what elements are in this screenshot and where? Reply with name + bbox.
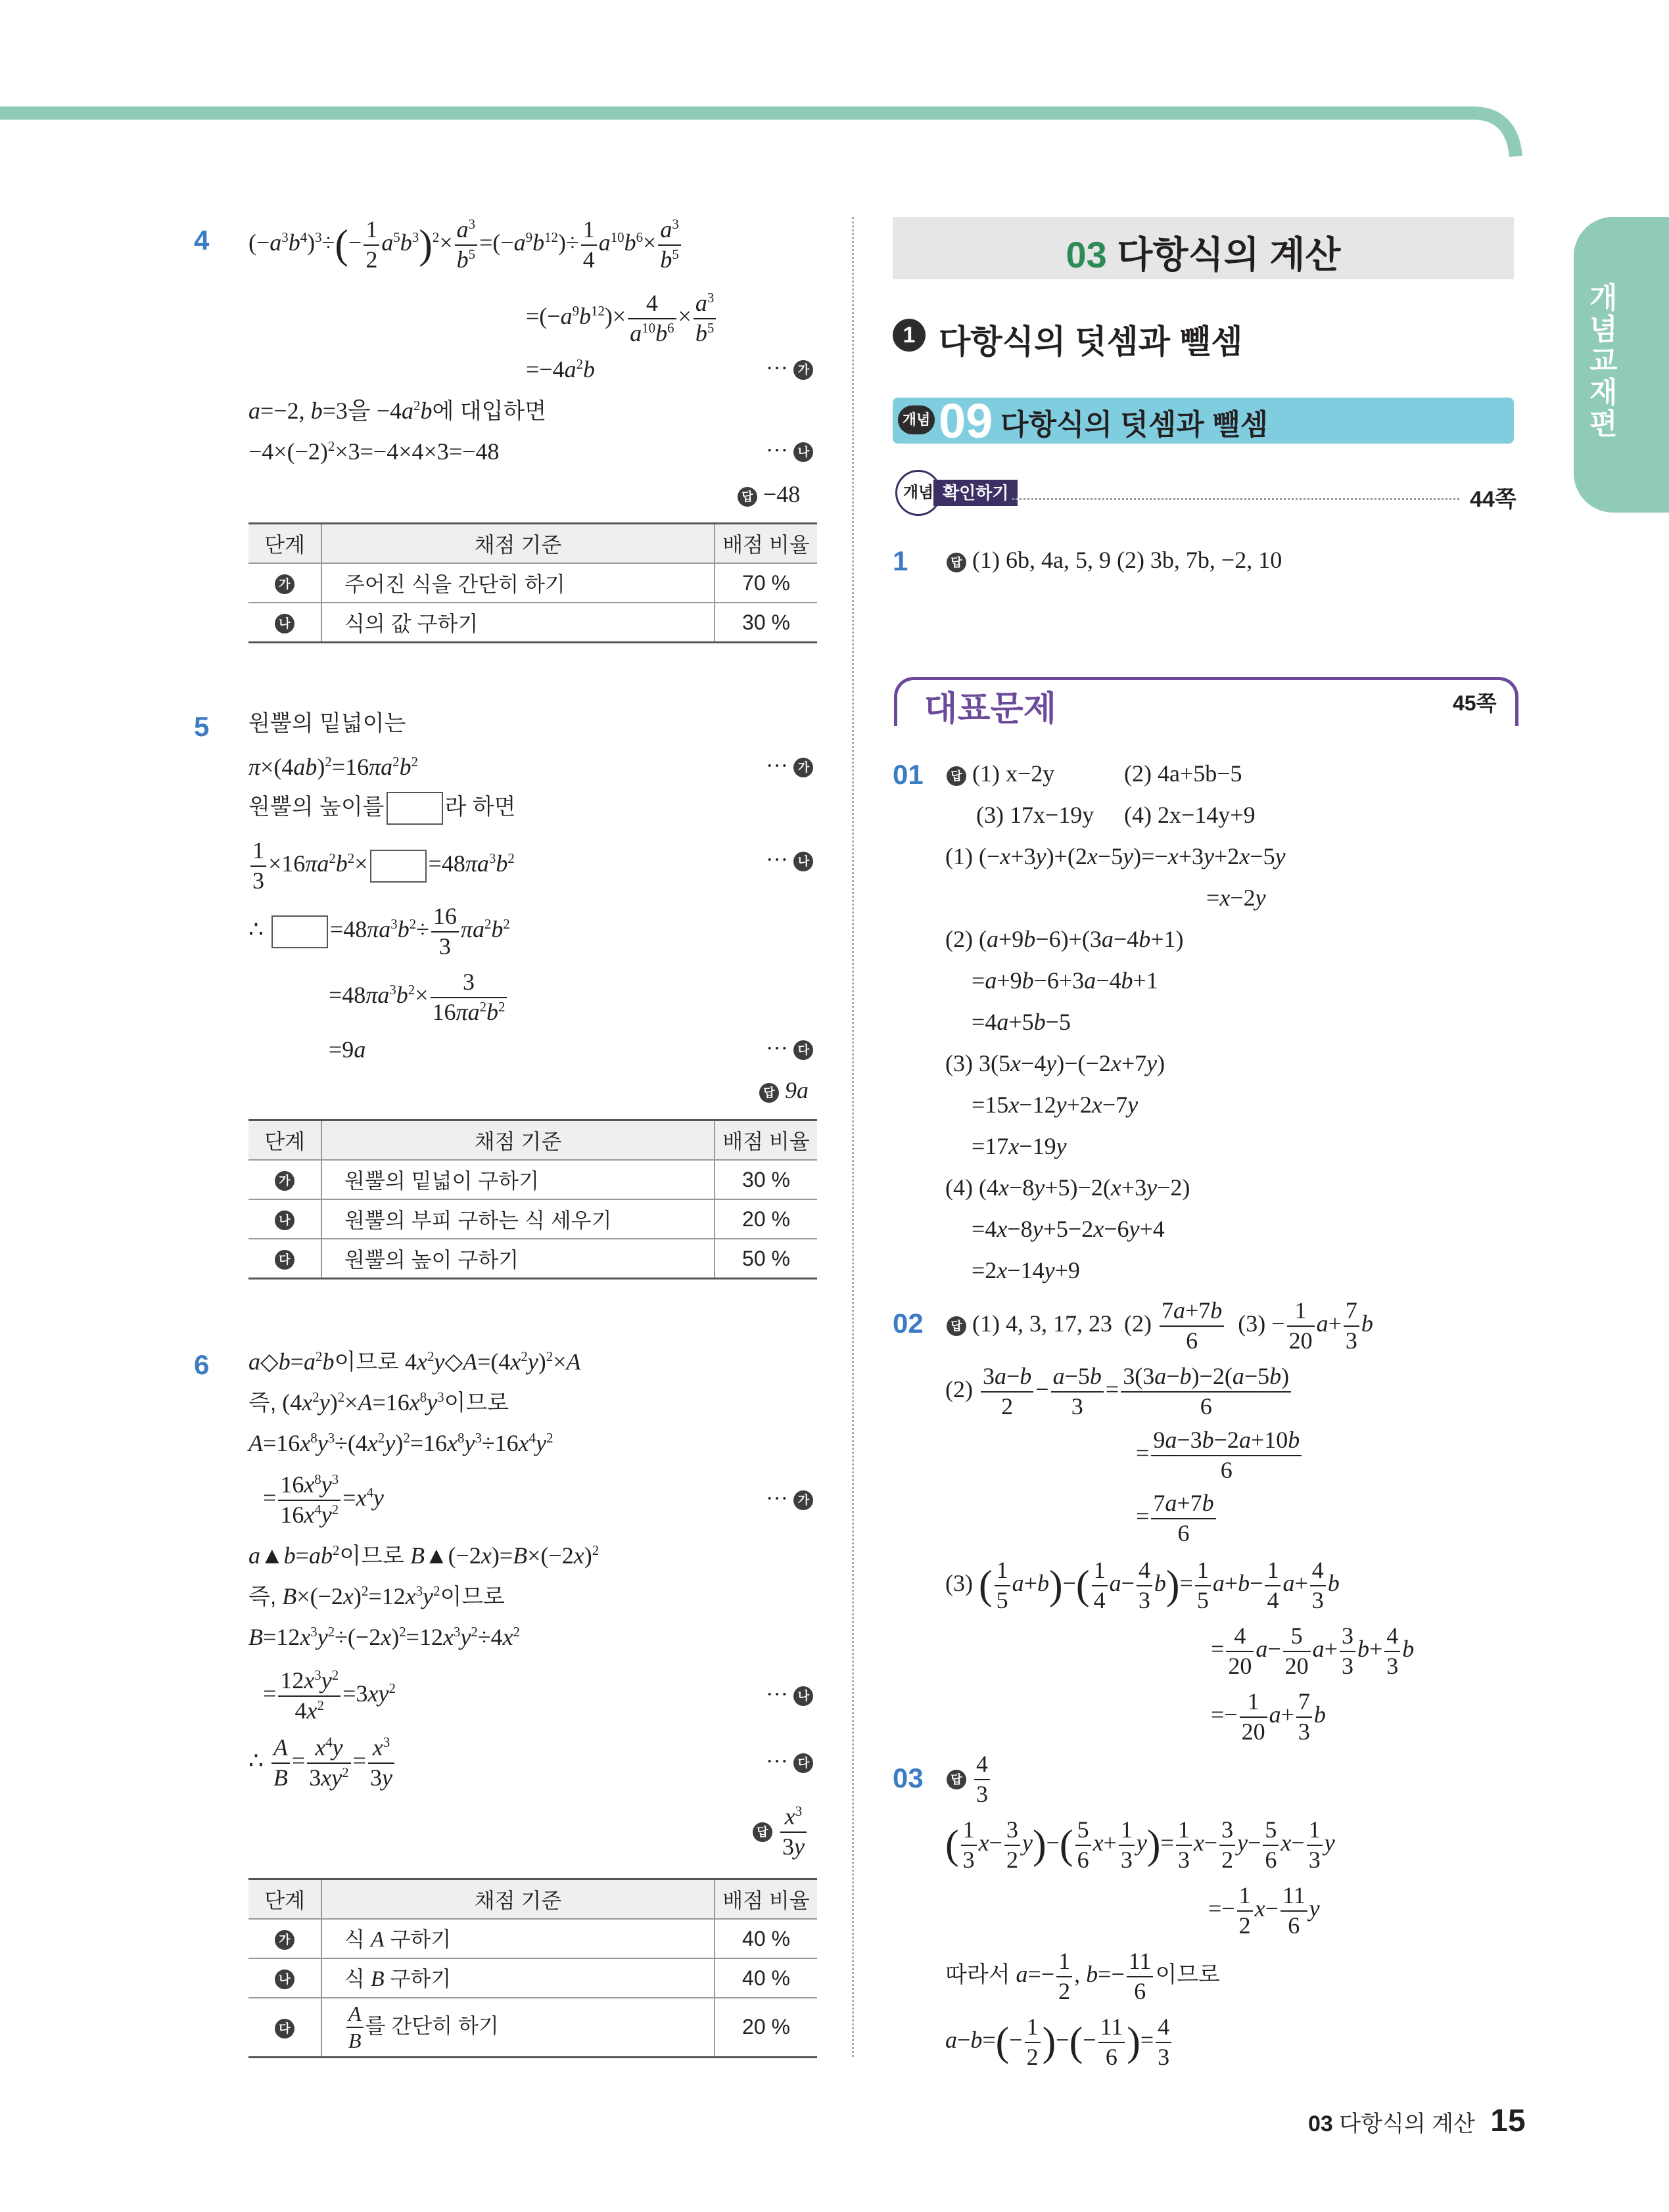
step-marker: ··· 나 (766, 848, 813, 873)
problem-number: 6 (194, 1349, 210, 1380)
step-marker: ··· 가 (766, 1486, 813, 1511)
concept-tag: 개념 (898, 405, 935, 434)
check-tag: 개념 (895, 470, 941, 516)
equation: $-4\times(-2)^2\times 3=-4\times 4\times 3=-48$ (248, 438, 500, 465)
answer: (3) 17x−19y (976, 802, 1094, 828)
equation: $B=12x^3y^2\div(-2x)^2=12x^3y^2\div 4x^2$ (248, 1624, 520, 1650)
equation: a−b=(− $\frac{1}{2}$ )−(− $\frac{11}{6}$ )= $\frac{4}{3}$ (945, 2014, 1173, 2070)
footer-chapter: 03 다항식의 계산 15 (1308, 2104, 1526, 2138)
section-number: 1 (893, 319, 926, 352)
page-number: 15 (1490, 2104, 1526, 2138)
chapter-title: 03 다항식의 계산 (1066, 234, 1341, 275)
equation: $=48\pi a^3b^2\times$ $\frac{3}{16\pi a^2b^2}$ (329, 969, 509, 1025)
equation: ( $\frac{1}{3}$ x− $\frac{3}{2}$ y)−( $\frac{5}{6}$ x+ $\frac{1}{3}$ y)= $\frac{1}{3}$ x− $\frac{3}{2}$ y− $\frac{5}{6}$ x− $\frac{1}{3}$ y (945, 1816, 1335, 1873)
equation: $a▲b=ab^2$이므로 $B▲(-2x)=B\times(-2x)^2$ (248, 1542, 599, 1569)
equation: ∴ $=48\pi a^3b^2\div$ $\frac{16}{3}$ $\pi a^2b^2$ (248, 903, 510, 959)
text-line: 원뿔의 높이를 라 하면 (248, 792, 516, 825)
equation: (4) (4x−8y+5)−2(x+3y−2) (945, 1174, 1190, 1201)
equation: 따라서 a=− $\frac{1}{2}$ , b=− $\frac{11}{6}$ 이므로 (945, 1948, 1220, 2004)
equation: $A=16x^8y^3\div(4x^2y)^2=16x^8y^3\div 16x^4y^2$ (248, 1430, 553, 1456)
column-divider (852, 217, 854, 2057)
leader-dots (1012, 498, 1459, 500)
grading-table: 단계 채점 기준 배점 비율 가 원뿔의 밑넓이 구하기 30 % 나 원뿔의 부피 구하는 식 세우기 20 % 다 원뿔의 높이 구하기 50 % (248, 1119, 817, 1279)
equation: 즉, $B\times(-2x)^2=12x^3y^2$이므로 (248, 1583, 505, 1609)
problem-number: 5 (194, 711, 210, 742)
rep-title: 대표문제 (918, 681, 1063, 730)
grading-table: 단계 채점 기준 배점 비율 가 주어진 식을 간단히 하기 70 % 나 식의 값 구하기 30 % (248, 522, 817, 643)
equation: =a+9b−6+3a−4b+1 (972, 967, 1158, 994)
equation: (2) $\frac{3a-b}{2}$ − $\frac{a-5b}{3}$ = $\frac{3(3a-b)-2(a-5b)}{6}$ (945, 1364, 1293, 1419)
equation: =− $\frac{1}{2}$ x− $\frac{11}{6}$ y (1208, 1882, 1320, 1939)
problem-number: 1 (893, 545, 908, 576)
text-line: 원뿔의 밑넓이는 (248, 711, 406, 736)
equation: = $\frac{12x^3y^2}{4x^2}$ $=3xy^2$ (263, 1667, 396, 1724)
equation: =x−2y (1206, 885, 1266, 911)
equation: =9a (329, 1036, 366, 1063)
step-marker: ··· 가 (766, 754, 813, 779)
equation: (1) (−x+3y)+(2x−5y)=−x+3y+2x−5y (945, 843, 1286, 869)
answer: 답 (1) 6b, 4a, 5, 9 (2) 3b, 7b, −2, 10 (947, 545, 1282, 575)
answer: 답 $\frac{x^3}{3y}$ (753, 1804, 809, 1860)
equation: (3) ( $\frac{1}{5}$ a+b)−( $\frac{1}{4}$ a− $\frac{4}{3}$ b)= $\frac{1}{5}$ a+b− $\frac{1}{4}$ a+ $\frac{4}{3}$ b (945, 1557, 1340, 1613)
equation: ∴ $\frac{A}{B}$ = $\frac{x^4y}{3xy^2}$ = $\frac{x^3}{3y}$ (248, 1735, 396, 1791)
problem-number: 02 (893, 1308, 924, 1339)
grading-table: 단계 채점 기준 배점 비율 가 식 A 구하기 40 % 나 식 B 구하기 40 % 다 $\frac{A}{B}$ 를 간단히 하기 20 % (248, 1878, 817, 2058)
answer: 답 (1) x−2y (947, 759, 1054, 789)
answer: (4) 2x−14y+9 (1124, 802, 1256, 828)
equation: = $\frac{4}{20}$ a− $\frac{5}{20}$ a+ $\frac{3}{3}$ b+ $\frac{4}{3}$ b (1211, 1623, 1415, 1679)
step-marker: ··· 다 (766, 1036, 813, 1061)
step-marker: ··· 나 (766, 1682, 813, 1707)
equation: = $\frac{7a+7b}{6}$ (1136, 1490, 1218, 1546)
answer: (2) 4a+5b−5 (1124, 760, 1242, 787)
answer: 답 $\frac{4}{3}$ (947, 1751, 992, 1807)
equation: 즉, $(4x^2y)^2\times A=16x^8y^3$이므로 (248, 1389, 509, 1416)
equation: $=-4a^2b$ (526, 356, 596, 382)
equation: $\frac{1}{3}$ $\times 16\pi a^2b^2\times =48\pi a^3b^2$ (248, 838, 515, 894)
equation: a=−2, b=3을 $-4a^2b$에 대입하면 (248, 398, 547, 424)
answer: 답 (1) 4, 3, 17, 23 (2) $\frac{7a+7b}{6}$ (3) − $\frac{1}{20}$ a+ $\frac{7}{3}$ b (947, 1298, 1373, 1354)
step-marker: ··· 나 (766, 438, 813, 463)
equation: $=(-a^9b^{12})\times$ $\frac{4}{a^{10}b^6}$ × $\frac{a^3}{b^5}$ (526, 290, 718, 346)
equation: $\pi\times(4ab)^2=16\pi a^2b^2$ (248, 754, 419, 780)
equation: =4x−8y+5−2x−6y+4 (972, 1216, 1165, 1242)
concept-number: 09 (939, 394, 993, 448)
equation: $(-a^3b^4)^3\div(-$ $\frac{1}{2}$ $a^5b^3)^2\times$ $\frac{a^3}{b^5}$ $=(-a^9b^{12})\div$ $\frac{1}{4}$ $a^{10}b^6\times$ $\frac{a^3}{b^5}$ (248, 217, 683, 273)
step-marker: ··· 가 (766, 356, 813, 381)
step-marker: ··· 다 (766, 1749, 813, 1774)
problem-number: 4 (194, 225, 210, 256)
check-page: 44쪽 (1470, 487, 1516, 512)
equation: (2) (a+9b−6)+(3a−4b+1) (945, 926, 1184, 952)
side-tab-label: 개념교재편 (1589, 282, 1618, 440)
check-label: 확인하기 (933, 480, 1018, 506)
section-title: 다항식의 덧셈과 뺄셈 (939, 323, 1243, 360)
answer: 답 −48 (738, 480, 800, 509)
equation: =− $\frac{1}{20}$ a+ $\frac{7}{3}$ b (1211, 1688, 1326, 1745)
equation: = $\frac{9a-3b-2a+10b}{6}$ (1136, 1427, 1304, 1483)
equation: =4a+5b−5 (972, 1009, 1071, 1035)
equation: =2x−14y+9 (972, 1257, 1080, 1283)
equation: =17x−19y (972, 1133, 1067, 1159)
problem-number: 01 (893, 759, 924, 790)
rep-page: 45쪽 (1453, 687, 1497, 717)
problem-number: 03 (893, 1763, 924, 1793)
concept-title: 다항식의 덧셈과 뺄셈 (1000, 409, 1268, 441)
equation: = $\frac{16x^8y^3}{16x^4y^2}$ $=x^4y$ (263, 1471, 384, 1528)
equation: (3) 3(5x−4y)−(−2x+7y) (945, 1050, 1165, 1076)
equation: =15x−12y+2x−7y (972, 1092, 1139, 1118)
answer: 답 9a (759, 1076, 809, 1105)
equation: $a◇b=a^2b$이므로 $4x^2y◇A=(4x^2y)^2\times A$ (248, 1348, 581, 1375)
header-bar (0, 0, 1525, 158)
